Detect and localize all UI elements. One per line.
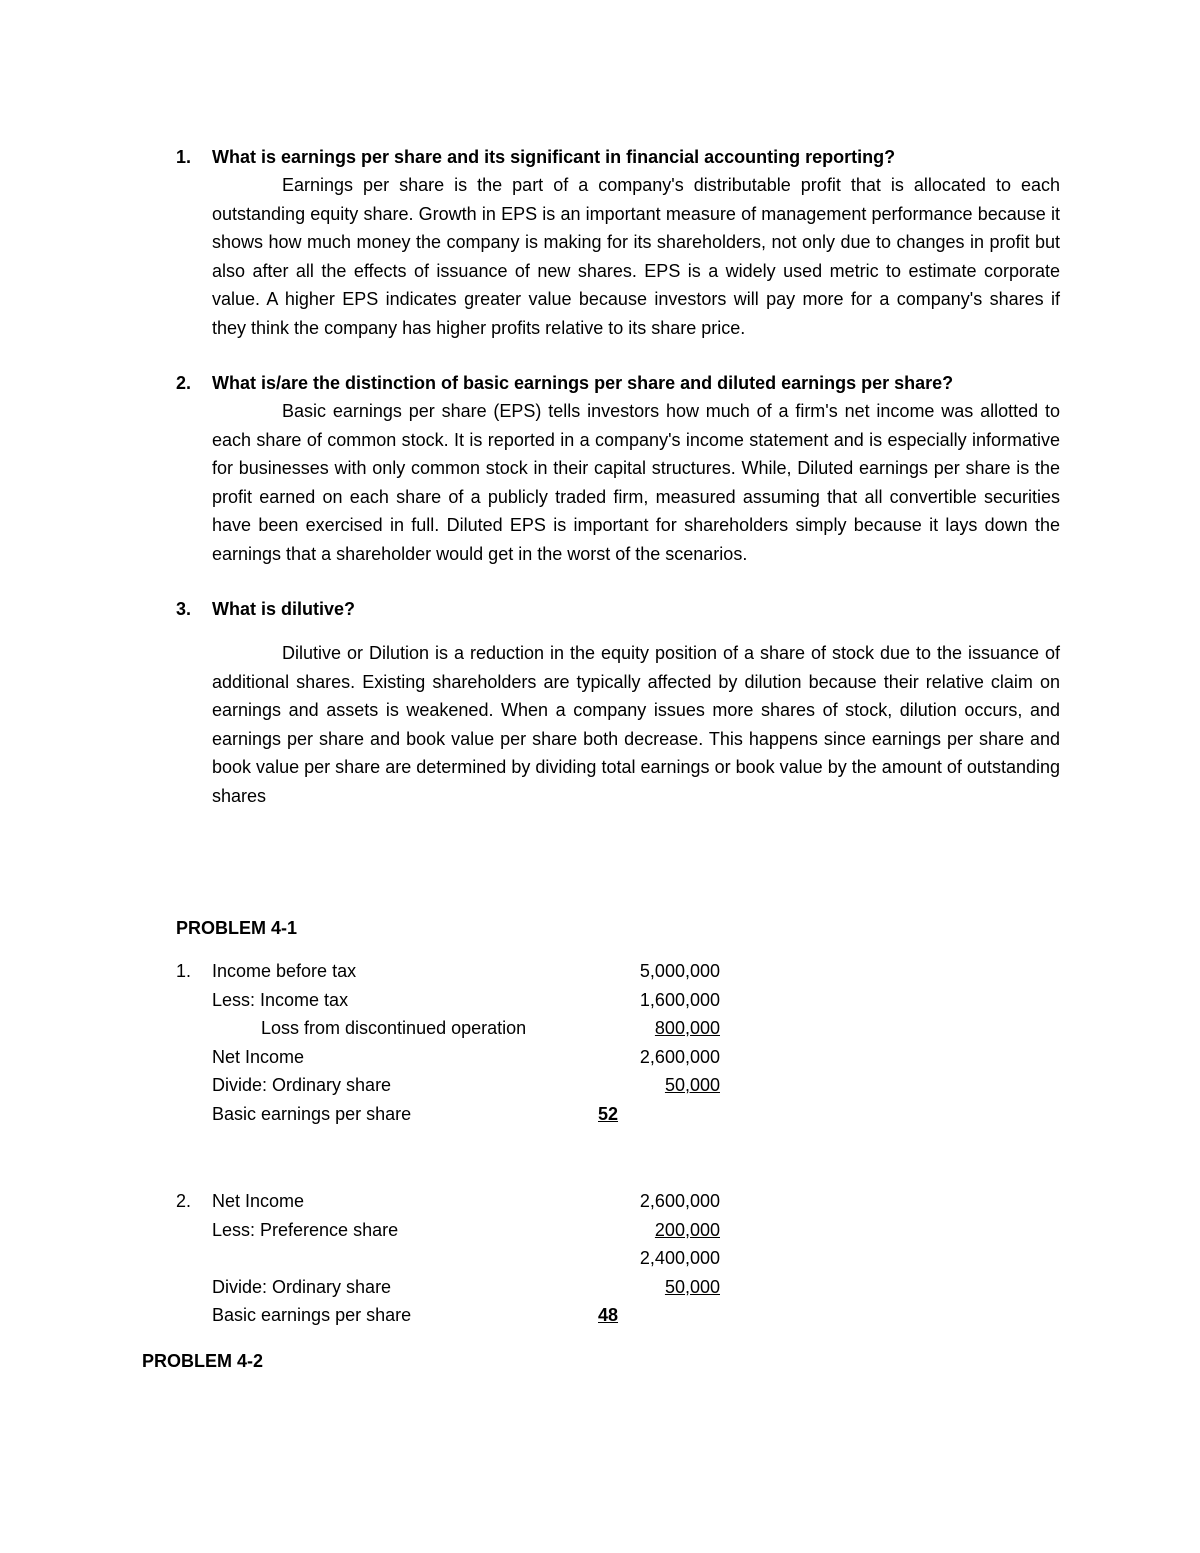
problem-4-2-heading: PROBLEM 4-2 [142,1351,264,1371]
row-amount: 800,000 [654,1018,720,1039]
problem-4-1-part-1 [176,957,736,1129]
item-number: 2. [176,1191,192,1211]
row-label: Loss from discontinued operation [261,1018,527,1039]
question-title: What is earnings per share and its significant in financial accounting reporting? [212,147,896,167]
question-number: 1. [176,147,192,167]
row-amount: 50,000 [664,1276,720,1297]
table-row [176,957,736,986]
table-row [176,1187,736,1216]
row-amount: 2,600,000 [639,1046,720,1067]
row-label: Divide: Ordinary share [212,1276,392,1297]
row-label: Basic earnings per share [212,1305,412,1326]
row-amount: 2,400,000 [639,1248,720,1269]
row-label: Less: Preference share [212,1219,399,1240]
row-label: Net Income [212,1191,305,1211]
row-result: 48 [598,1305,619,1326]
question-title: What is dilutive? [212,599,356,619]
table-row [176,1301,736,1330]
question-answer: Basic earnings per share (EPS) tells investors how much of a firm's net income was allotted to each share of common stock. It is reported in a company's income statement and is especially informative for businesses with only common stock in their capital structures. While, Diluted earnings per share is the profit earned on each share of a publicly traded firm, measured assuming that all convertible securities have been exercised in full. Diluted EPS is important for shareholders simply because it lays down the earnings that a shareholder would get in the worst of the scenarios. [212,401,1060,564]
question-2 [176,369,1060,569]
row-amount: 5,000,000 [639,961,720,981]
question-answer: Dilutive or Dilution is a reduction in the equity position of a share of stock due to the issuance of additional shares. Existing shareholders are typically affected by dilution because their relative claim on earnings and assets is weakened. When a company issues more shares of stock, dilution occurs, and earnings per share and book value per share both decrease. This happens since earnings per share and book value per share are determined by dividing total earnings or book value by the amount of outstanding shares [212,643,1060,806]
table-row [176,1071,736,1100]
table-row [176,1244,736,1273]
row-amount: 1,600,000 [639,989,720,1010]
row-label: Less: Income tax [212,989,349,1010]
table-row [176,1216,736,1245]
item-number: 1. [176,961,192,981]
row-amount: 2,600,000 [639,1191,720,1211]
question-answer: Earnings per share is the part of a company's distributable profit that is allocated to each outstanding equity share. Growth in EPS is an important measure of management performance because it shows how much money the company is making for its shareholders, not only due to changes in profit but also after all the effects of issuance of new shares. EPS is a widely used metric to estimate corporate value. A higher EPS indicates greater value because investors will pay more for a company's shares if they think the company has higher profits relative to its share price. [212,175,1060,338]
table-row [176,1100,736,1129]
row-label: Divide: Ordinary share [212,1075,392,1096]
row-amount: 50,000 [664,1075,720,1096]
question-number: 2. [176,373,192,393]
row-result: 52 [598,1103,619,1124]
table-row [176,1014,736,1043]
row-label: Basic earnings per share [212,1103,412,1124]
question-3 [176,595,1060,811]
table-row [176,1273,736,1302]
question-number: 3. [176,599,192,619]
question-title: What is/are the distinction of basic earnings per share and diluted earnings per share? [212,373,954,393]
row-label: Income before tax [212,961,357,981]
table-row [176,986,736,1015]
problem-4-1-part-2 [176,1187,736,1330]
row-amount: 200,000 [654,1219,720,1240]
row-label: Net Income [212,1046,305,1067]
problem-4-1-heading: PROBLEM 4-1 [176,918,298,938]
table-row [176,1043,736,1072]
question-1 [176,143,1060,343]
